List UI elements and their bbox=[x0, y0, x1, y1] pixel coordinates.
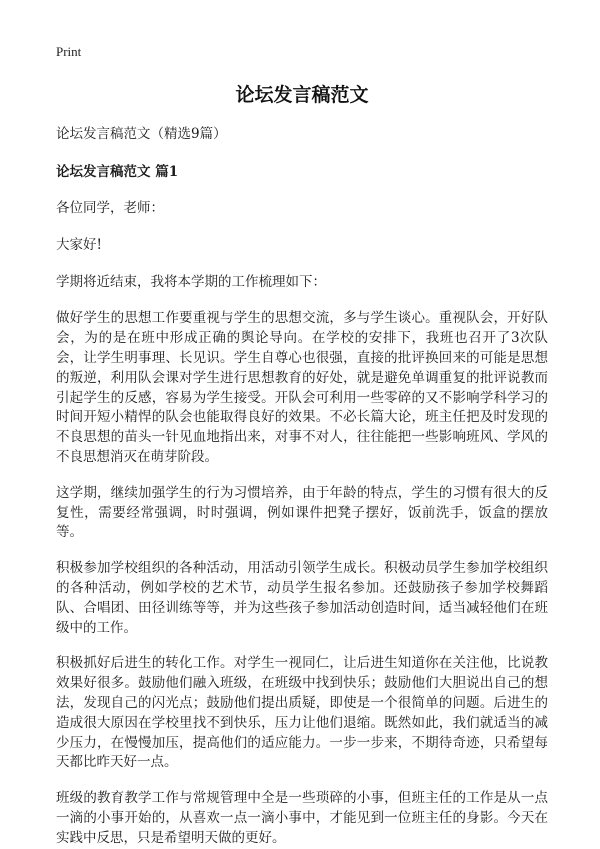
greeting-text: 各位同学，老师： bbox=[56, 200, 164, 216]
body-paragraph-2: 这学期，继续加强学生的行为习惯培养，由于年龄的特点，学生的习惯有很大的反复性，需要经常强调，时时强调，例如课件把凳子摆好，饭前洗手，饭盒的摆放等。 bbox=[56, 484, 548, 541]
document-subtitle: 论坛发言稿范文（精选9篇） bbox=[56, 126, 227, 142]
body-paragraph-4: 积极抓好后进生的转化工作。对学生一视同仁，让后进生知道你在关注他，比说教效果好很多。鼓励他们融入班级，在班级中找到快乐；鼓励他们大胆说出自己的想法，发现自己的闪光点；鼓励他们提出质疑，即使是一个很简单的问题。后进生的造成很大原因在学校里找不到快乐，压力让他们退缩。既然如此，我们就适当的减少压力，在慢慢加压，提高他们的适应能力。一步一步来，不期待奇迹，只希望每天都比昨天好一点。 bbox=[56, 655, 548, 771]
intro-text: 学期将近结束，我将本学期的工作梳理如下： bbox=[56, 273, 326, 290]
body-paragraph-5: 班级的教育教学工作与常规管理中全是一些琐碎的小事，但班主任的工作是从一点一滴的小事开始的，从喜欢一点一滴小事中，才能见到一位班主任的身影。今天在实践中反思，只是希望明天做的更好。 bbox=[56, 790, 548, 846]
body-paragraph-3: 积极参加学校组织的各种活动，用活动引领学生成长。积极动员学生参加学校组织的各种活动，例如学校的艺术节，动员学生报名参加。还鼓励孩子参加学校舞蹈队、合唱团、田径训练等等，并为这些孩子参加活动创造时间，适当减轻他们在班级中的工作。 bbox=[56, 560, 548, 636]
section-heading: 论坛发言稿范文 篇1 bbox=[56, 164, 179, 180]
body-paragraph-1: 做好学生的思想工作要重视与学生的思想交流，多与学生谈心。重视队会，开好队会，为的是在班中形成正确的舆论导向。在学校的安排下，我班也召开了3次队会，让学生明事理、长见识。学生自尊心也很强，直接的批评换回来的可能是思想的叛逆，利用队会课对学生进行思想教育的好处，就是避免单调重复的批评说教而引起学生的反感，容易为学生接受。开队会可利用一些零碎的又不影响学科学习的时间开短小精悍的队会也能取得良好的效果。不必长篇大论，班主任把及时发现的不良思想的苗头一针见血地指出来，对事不对人，往往能把一些影响班风、学风的不良思想消灭在萌芽阶段。 bbox=[56, 310, 548, 465]
page-title: 论坛发言稿范文 bbox=[235, 84, 369, 106]
hello-text: 大家好! bbox=[56, 236, 102, 253]
print-link[interactable]: Print bbox=[56, 44, 82, 59]
